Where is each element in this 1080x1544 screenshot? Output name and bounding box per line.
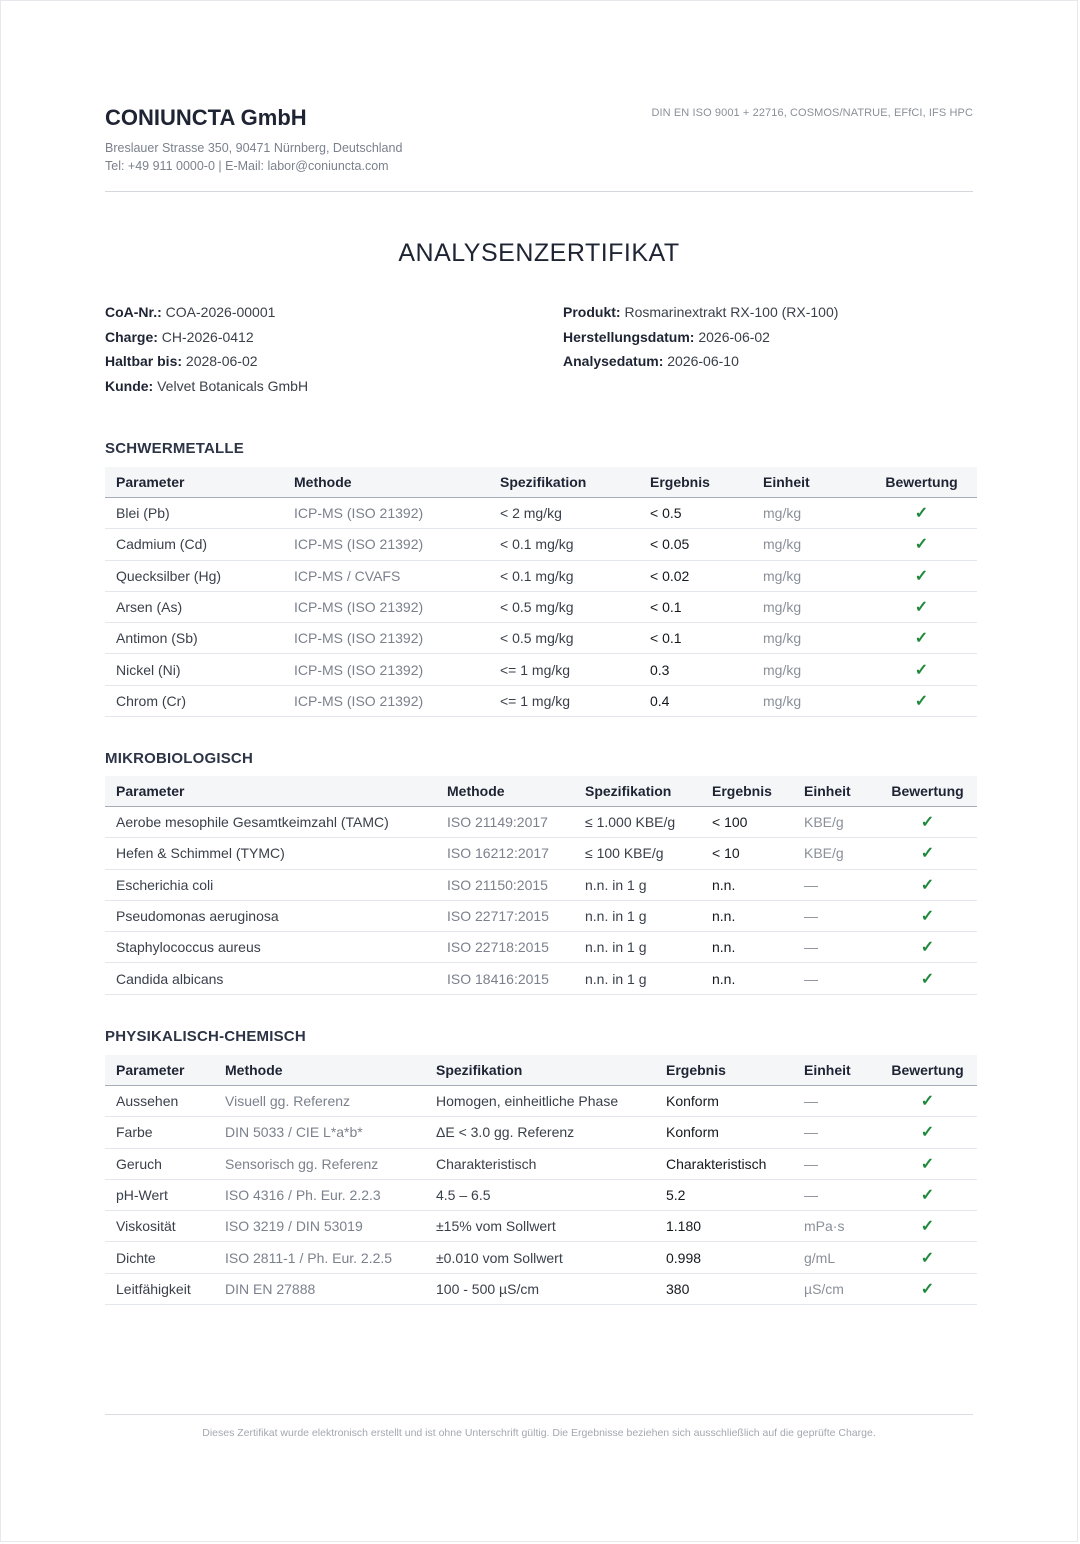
table-header-row	[105, 776, 977, 807]
result-cell: 0.3	[639, 654, 752, 685]
unit-cell: —	[793, 932, 878, 963]
unit-cell: KBE/g	[793, 838, 878, 869]
method-cell: ISO 3219 / DIN 53019	[214, 1211, 425, 1242]
specification-cell: ±15% vom Sollwert	[425, 1211, 655, 1242]
result-cell: Konform	[655, 1117, 793, 1148]
unit-cell: mg/kg	[752, 560, 866, 591]
specification-cell: n.n. in 1 g	[574, 900, 701, 931]
table-row	[105, 560, 977, 591]
rating-cell	[878, 869, 977, 900]
parameter-cell: Escherichia coli	[105, 869, 436, 900]
column-header-method: Methode	[283, 467, 489, 498]
result-cell: Charakteristisch	[655, 1148, 793, 1179]
table-row	[105, 1242, 977, 1273]
meta-label: CoA-Nr.:	[105, 304, 162, 320]
meta-label: Haltbar bis:	[105, 353, 183, 369]
specification-cell: <= 1 mg/kg	[489, 654, 639, 685]
microbiology-table	[105, 776, 977, 995]
table-row	[105, 529, 977, 560]
rating-cell	[866, 498, 977, 529]
result-cell: 0.4	[639, 685, 752, 716]
meta-label: Analysedatum:	[563, 353, 664, 369]
unit-cell: —	[793, 1148, 878, 1179]
unit-cell: mPa·s	[793, 1211, 878, 1242]
rating-cell	[878, 807, 977, 838]
unit-cell: —	[793, 900, 878, 931]
parameter-cell: Viskosität	[105, 1211, 214, 1242]
meta-label: Charge:	[105, 328, 158, 345]
column-header-parameter: Parameter	[105, 1055, 214, 1086]
section-title-microbiology: MIKROBIOLOGISCH	[105, 750, 253, 767]
table-row	[105, 1211, 977, 1242]
rating-cell	[878, 838, 977, 869]
checkmark-icon: ✓	[920, 908, 935, 926]
parameter-cell: Cadmium (Cd)	[105, 529, 283, 560]
table-row	[105, 1086, 977, 1117]
column-header-method: Methode	[214, 1055, 425, 1086]
method-cell: ISO 22718:2015	[436, 932, 574, 963]
specification-cell: n.n. in 1 g	[574, 932, 701, 963]
method-cell: ISO 21150:2015	[436, 869, 574, 900]
meta-customer	[105, 378, 308, 403]
checkmark-icon: ✓	[920, 1093, 935, 1111]
specification-cell: < 2 mg/kg	[489, 498, 639, 529]
column-header-result: Ergebnis	[639, 467, 752, 498]
column-header-method: Methode	[436, 776, 574, 807]
checkmark-icon: ✓	[914, 692, 929, 710]
certifications: DIN EN ISO 9001 + 22716, COSMOS/NATRUE, EFfCI, IFS HPC	[651, 107, 973, 119]
unit-cell: mg/kg	[752, 498, 866, 529]
unit-cell: µS/cm	[793, 1273, 878, 1304]
method-cell: ICP-MS (ISO 21392)	[283, 498, 489, 529]
checkmark-icon: ✓	[920, 1218, 935, 1236]
table-row	[105, 623, 977, 654]
rating-cell	[878, 1117, 977, 1148]
rating-cell	[878, 1242, 977, 1273]
parameter-cell: Antimon (Sb)	[105, 623, 283, 654]
rating-cell	[866, 685, 977, 716]
specification-cell: 100 - 500 µS/cm	[425, 1273, 655, 1304]
method-cell: ICP-MS (ISO 21392)	[283, 623, 489, 654]
document-title: ANALYSENZERTIFIKAT	[398, 239, 680, 267]
unit-cell: mg/kg	[752, 654, 866, 685]
column-header-specification: Spezifikation	[489, 467, 639, 498]
checkmark-icon: ✓	[920, 939, 935, 957]
checkmark-icon: ✓	[914, 567, 929, 585]
parameter-cell: Hefen & Schimmel (TYMC)	[105, 838, 436, 869]
column-header-rating: Bewertung	[866, 467, 977, 498]
column-header-rating: Bewertung	[878, 1055, 977, 1086]
meta-value: Velvet Botanicals GmbH	[157, 377, 309, 394]
method-cell: ICP-MS (ISO 21392)	[283, 591, 489, 622]
unit-cell: —	[793, 1179, 878, 1210]
specification-cell: < 0.1 mg/kg	[489, 560, 639, 591]
unit-cell: mg/kg	[752, 591, 866, 622]
footer-note: Dieses Zertifikat wurde elektronisch erstellt und ist ohne Unterschrift gültig. Die Ergebnisse beziehen sich ausschließlich auf die geprüfte Charge.	[202, 1427, 876, 1439]
company-address-block	[105, 139, 973, 175]
parameter-cell: Chrom (Cr)	[105, 685, 283, 716]
rating-cell	[878, 1273, 977, 1304]
heavy-metals-table	[105, 467, 977, 717]
meta-right-column	[563, 304, 838, 378]
checkmark-icon: ✓	[914, 630, 929, 648]
method-cell: Visuell gg. Referenz	[214, 1086, 425, 1117]
meta-best-before	[105, 353, 308, 378]
parameter-cell: Aussehen	[105, 1086, 214, 1117]
parameter-cell: Nickel (Ni)	[105, 654, 283, 685]
unit-cell: KBE/g	[793, 807, 878, 838]
column-header-result: Ergebnis	[701, 776, 793, 807]
parameter-cell: Quecksilber (Hg)	[105, 560, 283, 591]
method-cell: ISO 16212:2017	[436, 838, 574, 869]
specification-cell: ±0.010 vom Sollwert	[425, 1242, 655, 1273]
checkmark-icon: ✓	[914, 536, 929, 554]
meta-production-date	[563, 329, 838, 354]
parameter-cell: Geruch	[105, 1148, 214, 1179]
table-row	[105, 1117, 977, 1148]
method-cell: ICP-MS (ISO 21392)	[283, 529, 489, 560]
header-divider	[105, 191, 973, 192]
specification-cell: ≤ 1.000 KBE/g	[574, 807, 701, 838]
specification-cell: < 0.5 mg/kg	[489, 623, 639, 654]
specification-cell: n.n. in 1 g	[574, 963, 701, 994]
result-cell: < 10	[701, 838, 793, 869]
result-cell: < 0.1	[639, 591, 752, 622]
result-cell: < 0.02	[639, 560, 752, 591]
rating-cell	[878, 963, 977, 994]
result-cell: n.n.	[701, 900, 793, 931]
rating-cell	[866, 623, 977, 654]
rating-cell	[866, 529, 977, 560]
column-header-parameter: Parameter	[105, 776, 436, 807]
meta-label: Kunde:	[105, 377, 154, 394]
checkmark-icon: ✓	[920, 1155, 935, 1173]
letterhead	[105, 105, 973, 193]
meta-label: Herstellungsdatum:	[563, 328, 695, 345]
result-cell: n.n.	[701, 932, 793, 963]
unit-cell: mg/kg	[752, 529, 866, 560]
result-cell: 1.180	[655, 1211, 793, 1242]
specification-cell: 4.5 – 6.5	[425, 1179, 655, 1210]
column-header-unit: Einheit	[793, 1055, 878, 1086]
method-cell: ISO 22717:2015	[436, 900, 574, 931]
section-title-heavy-metals: SCHWERMETALLE	[105, 440, 244, 457]
rating-cell	[878, 900, 977, 931]
table-row	[105, 654, 977, 685]
unit-cell: mg/kg	[752, 685, 866, 716]
meta-left-column	[105, 304, 308, 402]
checkmark-icon: ✓	[920, 814, 935, 832]
company-address: Breslauer Strasse 350, 90471 Nürnberg, Deutschland	[105, 141, 403, 155]
method-cell: ISO 21149:2017	[436, 807, 574, 838]
meta-value: Rosmarinextrakt RX-100 (RX-100)	[624, 304, 839, 320]
table-row	[105, 869, 977, 900]
specification-cell: Charakteristisch	[425, 1148, 655, 1179]
company-name: CONIUNCTA GmbH	[105, 105, 307, 130]
checkmark-icon: ✓	[920, 1280, 935, 1298]
result-cell: 5.2	[655, 1179, 793, 1210]
specification-cell: ≤ 100 KBE/g	[574, 838, 701, 869]
checkmark-icon: ✓	[914, 661, 929, 679]
result-cell: < 0.05	[639, 529, 752, 560]
table-row	[105, 900, 977, 931]
specification-cell: ΔE < 3.0 gg. Referenz	[425, 1117, 655, 1148]
column-header-parameter: Parameter	[105, 467, 283, 498]
table-row	[105, 1273, 977, 1304]
rating-cell	[878, 1086, 977, 1117]
method-cell: DIN EN 27888	[214, 1273, 425, 1304]
meta-coa-number	[105, 304, 308, 329]
table-header-row	[105, 467, 977, 498]
table-row	[105, 1179, 977, 1210]
meta-value: CH-2026-0412	[161, 328, 254, 345]
rating-cell	[878, 1148, 977, 1179]
meta-value: 2026-06-10	[667, 353, 739, 369]
meta-batch	[105, 329, 308, 354]
specification-cell: < 0.5 mg/kg	[489, 591, 639, 622]
rating-cell	[866, 591, 977, 622]
meta-value: 2028-06-02	[185, 353, 258, 369]
parameter-cell: Pseudomonas aeruginosa	[105, 900, 436, 931]
table-row	[105, 1148, 977, 1179]
rating-cell	[878, 932, 977, 963]
result-cell: < 100	[701, 807, 793, 838]
result-cell: < 0.1	[639, 623, 752, 654]
method-cell: ICP-MS (ISO 21392)	[283, 685, 489, 716]
column-header-unit: Einheit	[752, 467, 866, 498]
table-header-row	[105, 1055, 977, 1086]
table-row	[105, 498, 977, 529]
parameter-cell: Farbe	[105, 1117, 214, 1148]
column-header-unit: Einheit	[793, 776, 878, 807]
result-cell: 0.998	[655, 1242, 793, 1273]
parameter-cell: Leitfähigkeit	[105, 1273, 214, 1304]
meta-value: COA-2026-00001	[165, 304, 276, 320]
column-header-specification: Spezifikation	[574, 776, 701, 807]
checkmark-icon: ✓	[914, 599, 929, 617]
footer-divider	[105, 1414, 973, 1415]
unit-cell: mg/kg	[752, 623, 866, 654]
method-cell: ICP-MS (ISO 21392)	[283, 654, 489, 685]
meta-label: Produkt:	[563, 304, 621, 320]
unit-cell: g/mL	[793, 1242, 878, 1273]
checkmark-icon: ✓	[920, 970, 935, 988]
physicochemical-table	[105, 1055, 977, 1305]
method-cell: ISO 18416:2015	[436, 963, 574, 994]
rating-cell	[878, 1211, 977, 1242]
unit-cell: —	[793, 1086, 878, 1117]
method-cell: DIN 5033 / CIE L*a*b*	[214, 1117, 425, 1148]
table-row	[105, 807, 977, 838]
result-cell: Konform	[655, 1086, 793, 1117]
parameter-cell: Aerobe mesophile Gesamtkeimzahl (TAMC)	[105, 807, 436, 838]
column-header-result: Ergebnis	[655, 1055, 793, 1086]
rating-cell	[866, 560, 977, 591]
result-cell: n.n.	[701, 963, 793, 994]
table-row	[105, 591, 977, 622]
result-cell: < 0.5	[639, 498, 752, 529]
table-row	[105, 932, 977, 963]
checkmark-icon: ✓	[920, 845, 935, 863]
specification-cell: n.n. in 1 g	[574, 869, 701, 900]
company-contact: Tel: +49 911 0000-0 | E-Mail: labor@coniuncta.com	[105, 159, 389, 173]
meta-product	[563, 304, 838, 329]
unit-cell: —	[793, 1117, 878, 1148]
table-row	[105, 963, 977, 994]
checkmark-icon: ✓	[920, 876, 935, 894]
column-header-specification: Spezifikation	[425, 1055, 655, 1086]
table-row	[105, 685, 977, 716]
meta-value: 2026-06-02	[698, 328, 770, 345]
checkmark-icon: ✓	[920, 1124, 935, 1142]
unit-cell: —	[793, 869, 878, 900]
checkmark-icon: ✓	[920, 1187, 935, 1205]
parameter-cell: Staphylococcus aureus	[105, 932, 436, 963]
specification-cell: <= 1 mg/kg	[489, 685, 639, 716]
specification-cell: Homogen, einheitliche Phase	[425, 1086, 655, 1117]
unit-cell: —	[793, 963, 878, 994]
specification-cell: < 0.1 mg/kg	[489, 529, 639, 560]
meta-analysis-date	[563, 353, 838, 378]
method-cell: ISO 4316 / Ph. Eur. 2.2.3	[214, 1179, 425, 1210]
column-header-rating: Bewertung	[878, 776, 977, 807]
table-row	[105, 838, 977, 869]
parameter-cell: Dichte	[105, 1242, 214, 1273]
method-cell: ISO 2811-1 / Ph. Eur. 2.2.5	[214, 1242, 425, 1273]
section-title-physicochemical: PHYSIKALISCH-CHEMISCH	[105, 1028, 306, 1045]
rating-cell	[878, 1179, 977, 1210]
result-cell: 380	[655, 1273, 793, 1304]
method-cell: Sensorisch gg. Referenz	[214, 1148, 425, 1179]
checkmark-icon: ✓	[920, 1249, 935, 1267]
rating-cell	[866, 654, 977, 685]
checkmark-icon: ✓	[914, 505, 929, 523]
result-cell: n.n.	[701, 869, 793, 900]
parameter-cell: Blei (Pb)	[105, 498, 283, 529]
method-cell: ICP-MS / CVAFS	[283, 560, 489, 591]
parameter-cell: Arsen (As)	[105, 591, 283, 622]
parameter-cell: Candida albicans	[105, 963, 436, 994]
parameter-cell: pH-Wert	[105, 1179, 214, 1210]
